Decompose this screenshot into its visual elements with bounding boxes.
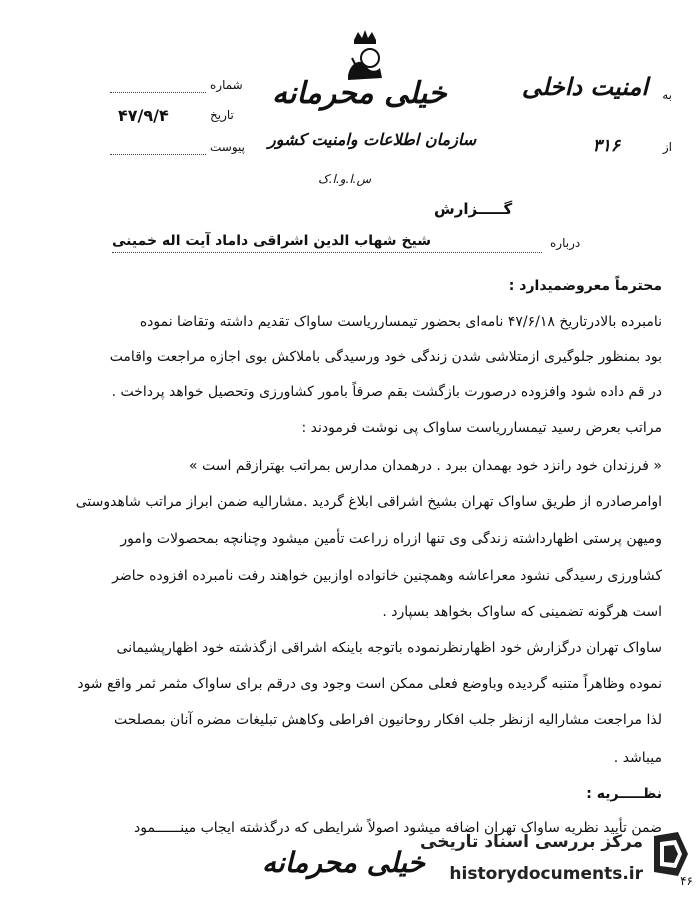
- number-line: [110, 92, 206, 93]
- body-line: مراتب بعرض رسید تیمسارریاست ساواک پی نوشت فرمودند :: [301, 420, 662, 436]
- to-value: امنیت داخلی: [521, 72, 648, 101]
- body-line: نظـــــریه :: [586, 786, 662, 802]
- date-label: تاریخ: [210, 108, 234, 122]
- body-line: ساواک تهران درگزارش خود اظهارنظرنموده باتوجه باینکه اشراقی ازگذشته خود اظهارپشیمانی: [116, 640, 662, 656]
- subject-label: درباره: [550, 236, 581, 250]
- page-number: ۴۶: [680, 874, 693, 888]
- body-line: نامبرده بالادرتاریخ ۴۷/۶/۱۸ نامه‌ای بحضور تیمسارریاست ساواک تقدیم داشته وتقاضا نموده: [139, 314, 662, 330]
- from-label: از: [662, 140, 672, 154]
- body-line: ضمن تأیید نظریه ساواک تهران اضافه میشود اصولاً شرایطی که درگذشته ایجاب مینــــــمود: [134, 820, 662, 836]
- subject-underline: [112, 252, 542, 253]
- subject-text: شیخ شهاب الدین اشراقی داماد آیت اله خمینی: [112, 233, 432, 249]
- to-label: به: [662, 88, 672, 102]
- organization-name: سازمان اطلاعات وامنیت کشور: [268, 130, 477, 149]
- body-line: کشاورزی رسیدگی نشود معراعاشه وهمچنین خانواده اوازبین خواهند رفت نامبرده افزوده حاضر: [112, 568, 662, 584]
- watermark-title: مرکز بررسی اسناد تاریخی: [420, 832, 643, 852]
- body-line: نموده وظاهراً متنبه گردیده وباوضع فعلی ممکن است وجود وی درقم برای ساواک مثمر ثمر واقع شود: [77, 676, 662, 692]
- classification-stamp-top: خیلی محرمانه: [272, 76, 447, 111]
- body-line: بود بمنظور جلوگیری ازمتلاشی شدن زندگی خود ورسیدگی باملاکش بوی اجازه مراجعت واقامت: [109, 349, 662, 365]
- body-line: ومیهن پرستی اظهارداشته زندگی وی تنها ازراه زراعت تأمین میشود وچنانچه بمحصولات وامور: [120, 531, 662, 547]
- date-value: ۴۷/۹/۴: [118, 106, 169, 125]
- attachment-line: [110, 154, 206, 155]
- organization-code: س.ا.و.ا.ک: [318, 172, 372, 186]
- report-title: گـــــزارش: [434, 200, 513, 218]
- body-line: اوامرصادره از طریق ساواک تهران بشیخ اشراقی ابلاغ گردید .مشارالیه ضمن ابراز مراتب شاهدوستی: [75, 494, 662, 510]
- body-line: « فرزندان خود رانزد خود بهمدان ببرد . درهمدان مدارس بمراتب بهترازقم است »: [189, 458, 662, 474]
- body-line: لذا مراجعت مشارالیه ازنظر جلب افکار روحانیون افراطی وکاهش تبلیغات مضره آنان بمصلحت: [114, 712, 662, 728]
- number-label: شماره: [210, 78, 243, 92]
- watermark-url[interactable]: historydocuments.ir: [449, 864, 643, 884]
- attachment-label: پیوست: [210, 140, 245, 154]
- watermark: [420, 826, 695, 896]
- body-line: است هرگونه تضمینی که ساواک بخواهد بسپارد .: [382, 604, 662, 620]
- body-line: در قم داده شود وافزوده درصورت بازگشت بقم صرفاً بامور کشاورزی وتحصیل خواهد پرداخت .: [111, 384, 662, 400]
- from-value: ۳۱۶: [592, 136, 620, 156]
- body-line: میباشد .: [613, 750, 662, 766]
- body-line: محترماً معروضمیدارد :: [508, 278, 662, 294]
- classification-stamp-bottom: خیلی محرمانه: [262, 846, 425, 879]
